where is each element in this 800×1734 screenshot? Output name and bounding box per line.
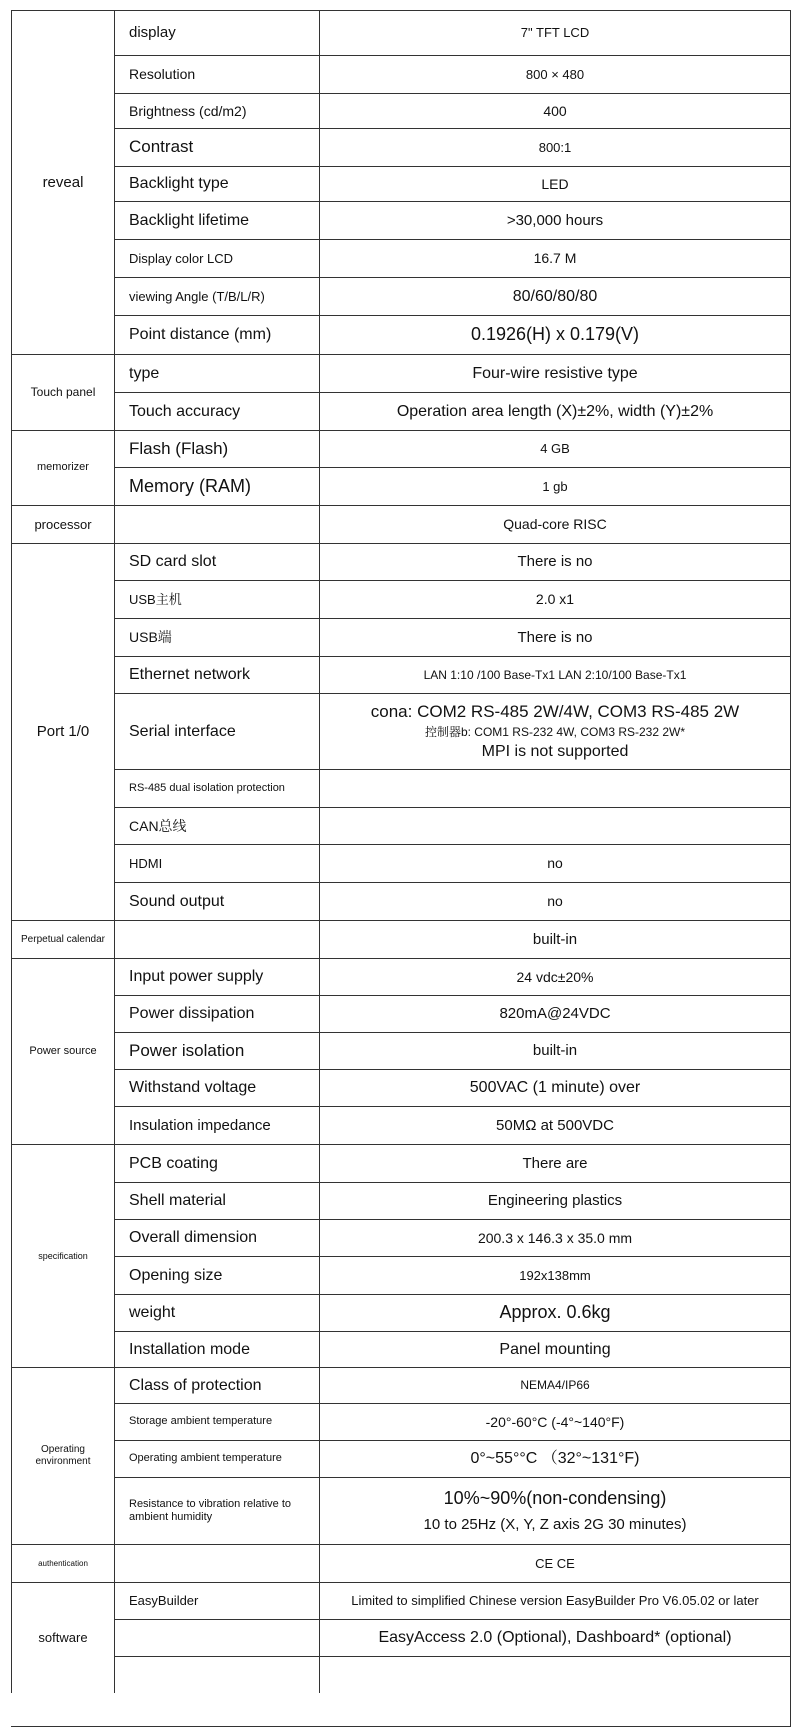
table-border-bottom [11, 1726, 791, 1727]
spec-label-easybuilder: EasyBuilder [114, 1582, 319, 1619]
section-reveal: reveal [11, 10, 114, 354]
spec-label-display-color-lcd: Display color LCD [114, 239, 319, 277]
spec-value: There is no [319, 618, 790, 656]
spec-label-empty [114, 505, 319, 543]
spec-label-resistance-to-vibration-relative-to-ambient-humidity: Resistance to vibration relative to ambient humidity [114, 1477, 319, 1544]
spec-value: -20°-60°C (-4°~140°F) [319, 1403, 790, 1440]
spec-value: There are [319, 1144, 790, 1182]
spec-label-resolution: Resolution [114, 55, 319, 93]
spec-label-shell-material: Shell material [114, 1182, 319, 1219]
spec-value: 200.3 x 146.3 x 35.0 mm [319, 1219, 790, 1256]
spec-value: 50MΩ at 500VDC [319, 1106, 790, 1144]
spec-label-power-isolation: Power isolation [114, 1032, 319, 1069]
spec-label-point-distance-mm: Point distance (mm) [114, 315, 319, 354]
spec-value: built-in [319, 920, 790, 958]
spec-label-empty [114, 1544, 319, 1582]
spec-value: no [319, 882, 790, 920]
spec-value-line: MPI is not supported [481, 743, 629, 761]
spec-label-weight: weight [114, 1294, 319, 1331]
spec-value: 192x138mm [319, 1256, 790, 1294]
section-authentication: authentication [11, 1544, 114, 1582]
spec-label-contrast: Contrast [114, 128, 319, 166]
spec-label-sd-card-slot: SD card slot [114, 543, 319, 580]
spec-label-backlight-lifetime: Backlight lifetime [114, 201, 319, 239]
spec-value: LED [319, 166, 790, 201]
spec-label-withstand-voltage: Withstand voltage [114, 1069, 319, 1106]
spec-value: 0.1926(H) x 0.179(V) [319, 315, 790, 354]
spec-label-empty [114, 1656, 319, 1693]
section-processor: processor [11, 505, 114, 543]
spec-value: NEMA4/IP66 [319, 1367, 790, 1403]
spec-label-flash-flash: Flash (Flash) [114, 430, 319, 467]
spec-value [319, 807, 790, 844]
spec-value: Panel mounting [319, 1331, 790, 1367]
spec-value: LAN 1:10 /100 Base-Tx1 LAN 2:10/100 Base-Tx1 [319, 656, 790, 693]
spec-label-rs-485-dual-isolation-protection: RS-485 dual isolation protection [114, 769, 319, 807]
spec-label-installation-mode: Installation mode [114, 1331, 319, 1367]
spec-label-memory-ram: Memory (RAM) [114, 467, 319, 505]
spec-value: 80/60/80/80 [319, 277, 790, 315]
spec-label-type: type [114, 354, 319, 392]
spec-label-brightness-cd-m2: Brightness (cd/m2) [114, 93, 319, 128]
spec-value: CE CE [319, 1544, 790, 1582]
spec-label-overall-dimension: Overall dimension [114, 1219, 319, 1256]
spec-label-usb: USB端 [114, 618, 319, 656]
spec-value [319, 1477, 790, 1544]
spec-value: 500VAC (1 minute) over [319, 1069, 790, 1106]
spec-value [319, 769, 790, 807]
table-border-right [790, 10, 791, 1726]
spec-value: 400 [319, 93, 790, 128]
spec-label-power-dissipation: Power dissipation [114, 995, 319, 1032]
spec-value: 24 vdc±20% [319, 958, 790, 995]
spec-label-backlight-type: Backlight type [114, 166, 319, 201]
spec-label-storage-ambient-temperature: Storage ambient temperature [114, 1403, 319, 1440]
spec-label-empty [114, 920, 319, 958]
spec-label-operating-ambient-temperature: Operating ambient temperature [114, 1440, 319, 1477]
spec-value-line: 10 to 25Hz (X, Y, Z axis 2G 30 minutes) [423, 1516, 687, 1534]
spec-label-ethernet-network: Ethernet network [114, 656, 319, 693]
spec-value: no [319, 844, 790, 882]
spec-value: built-in [319, 1032, 790, 1069]
spec-label-insulation-impedance: Insulation impedance [114, 1106, 319, 1144]
spec-value-line: cona: COM2 RS-485 2W/4W, COM3 RS-485 2W [370, 701, 740, 721]
section-operating-environment: Operating environment [11, 1367, 114, 1544]
spec-value: Operation area length (X)±2%, width (Y)±2% [319, 392, 790, 430]
section-port-1-0: Port 1/0 [11, 543, 114, 920]
section-memorizer: memorizer [11, 430, 114, 505]
spec-label-input-power-supply: Input power supply [114, 958, 319, 995]
spec-value: Engineering plastics [319, 1182, 790, 1219]
spec-value: EasyAccess 2.0 (Optional), Dashboard* (optional) [319, 1619, 790, 1656]
spec-label-hdmi: HDMI [114, 844, 319, 882]
spec-label-display: display [114, 10, 319, 55]
spec-value: 800:1 [319, 128, 790, 166]
spec-label-sound-output: Sound output [114, 882, 319, 920]
section-software: software [11, 1582, 114, 1693]
section-power-source: Power source [11, 958, 114, 1144]
spec-label-empty [114, 1619, 319, 1656]
section-perpetual-calendar: Perpetual calendar [11, 920, 114, 958]
spec-value: 7" TFT LCD [319, 10, 790, 55]
spec-value: Limited to simplified Chinese version EasyBuilder Pro V6.05.02 or later [319, 1582, 790, 1619]
spec-value: 16.7 M [319, 239, 790, 277]
spec-value: 820mA@24VDC [319, 995, 790, 1032]
spec-label-serial-interface: Serial interface [114, 693, 319, 769]
spec-label-class-of-protection: Class of protection [114, 1367, 319, 1403]
spec-label-usb: USB主机 [114, 580, 319, 618]
spec-label-pcb-coating: PCB coating [114, 1144, 319, 1182]
spec-label-opening-size: Opening size [114, 1256, 319, 1294]
spec-value: 800 × 480 [319, 55, 790, 93]
spec-value: >30,000 hours [319, 201, 790, 239]
spec-value: 1 gb [319, 467, 790, 505]
section-specification: specification [11, 1144, 114, 1367]
spec-label-touch-accuracy: Touch accuracy [114, 392, 319, 430]
spec-value: Approx. 0.6kg [319, 1294, 790, 1331]
spec-value [319, 1656, 790, 1693]
section-touch-panel: Touch panel [11, 354, 114, 430]
spec-value-line: 10%~90%(non-condensing) [443, 1487, 667, 1508]
spec-value: Four-wire resistive type [319, 354, 790, 392]
spec-value: Quad-core RISC [319, 505, 790, 543]
spec-value: 2.0 x1 [319, 580, 790, 618]
spec-value: 0°~55°°C （32°~131°F) [319, 1440, 790, 1477]
spec-value: 4 GB [319, 430, 790, 467]
spec-value [319, 693, 790, 769]
spec-label-viewing-angle-t-b-l-r: viewing Angle (T/B/L/R) [114, 277, 319, 315]
spec-value-line: 控制器b: COM1 RS-232 4W, COM3 RS-232 2W* [424, 724, 686, 739]
spec-value: There is no [319, 543, 790, 580]
spec-label-can: CAN总线 [114, 807, 319, 844]
